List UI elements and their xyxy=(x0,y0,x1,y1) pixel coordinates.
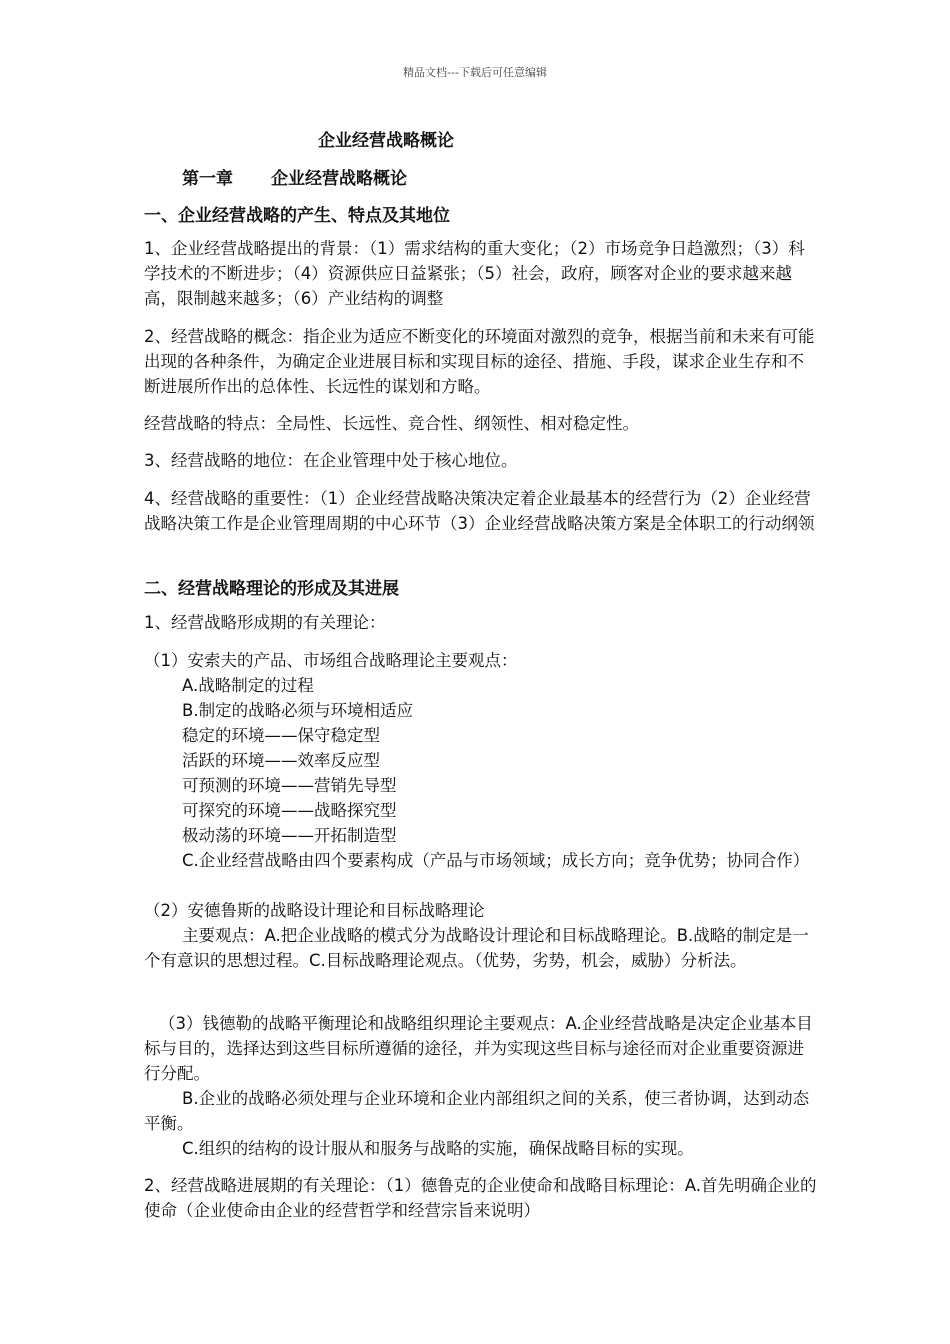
chapter-number: 第一章 xyxy=(182,169,233,189)
environment-type-2: 活跃的环境——效率反应型 xyxy=(182,751,380,770)
chapter-heading xyxy=(182,164,407,189)
ansoff-point-a: A.战略制定的过程 xyxy=(182,676,314,695)
chandler-point-a: （3）钱德勒的战略平衡理论和战略组织理论主要观点：A.企业经营战略是决定企业基本目标与目的，选择达到这些目标所遵循的途径，并为实现这些目标与途径而对企业重要资源进行分配。 xyxy=(144,1014,813,1083)
paragraph-concept: 2、经营战略的概念：指企业为适应不断变化的环境面对激烈的竞争，根据当前和未来有可能出现的各种条件，为确定企业进展目标和实现目标的途径、措施、手段，谋求企业生存和不断进展所作出的总体性、长远性的谋划和方略。 xyxy=(144,327,815,396)
environment-type-4: 可探究的环境——战略探究型 xyxy=(182,801,397,820)
ansoff-point-b: B.制定的战略必须与环境相适应 xyxy=(182,701,414,720)
chandler-point-c: C.组织的结构的设计服从和服务与战略的实施，确保战略目标的实现。 xyxy=(182,1139,694,1158)
document-title: 企业经营战略概论 xyxy=(318,131,454,151)
paragraph-background: 1、企业经营战略提出的背景：（1）需求结构的重大变化；（2）市场竞争日趋激烈；（3）科学技术的不断进步；（4）资源供应日益紧张；（5）社会，政府，顾客对企业的要求越来越高，限制越来越多；（6）产业结构的调整 xyxy=(144,239,805,308)
paragraph-features: 经营战略的特点：全局性、长远性、竞合性、纲领性、相对稳定性。 xyxy=(144,414,639,433)
environment-type-5: 极动荡的环境——开拓制造型 xyxy=(182,826,397,845)
ansoff-point-c: C.企业经营战略由四个要素构成（产品与市场领域；成长方向；竞争优势；协同合作） xyxy=(182,851,810,870)
andrews-body: 主要观点：A.把企业战略的模式分为战略设计理论和目标战略理论。B.战略的制定是一个有意识的思想过程。C.目标战略理论观点。（优势，劣势，机会，威胁）分析法。 xyxy=(144,926,809,970)
paragraph-development-theories: 2、经营战略进展期的有关理论：（1）德鲁克的企业使命和战略目标理论：A.首先明确企业的使命（企业使命由企业的经营哲学和经营宗旨来说明） xyxy=(144,1176,817,1220)
paragraph-position: 3、经营战略的地位：在企业管理中处于核心地位。 xyxy=(144,451,518,470)
chapter-name: 企业经营战略概论 xyxy=(271,169,407,189)
page-watermark: 精品文档---下载后可任意编辑 xyxy=(403,66,547,79)
environment-type-3: 可预测的环境——营销先导型 xyxy=(182,776,397,795)
section-heading-1: 一、企业经营战略的产生、特点及其地位 xyxy=(144,206,450,226)
paragraph-formation-theories: 1、经营战略形成期的有关理论： xyxy=(144,613,386,632)
andrews-heading: （2）安德鲁斯的战略设计理论和目标战略理论 xyxy=(144,901,485,920)
ansoff-heading: （1）安索夫的产品、市场组合战略理论主要观点： xyxy=(144,651,518,670)
environment-type-1: 稳定的环境——保守稳定型 xyxy=(182,726,380,745)
chandler-point-b: B.企业的战略必须处理与企业环境和企业内部组织之间的关系，使三者协调，达到动态平衡。 xyxy=(144,1089,810,1133)
section-heading-2: 二、经营战略理论的形成及其进展 xyxy=(144,579,399,599)
paragraph-importance: 4、经营战略的重要性：（1）企业经营战略决策决定着企业最基本的经营行为（2）企业经营战略决策工作是企业管理周期的中心环节（3）企业经营战略决策方案是全体职工的行动纲领 xyxy=(144,489,815,533)
